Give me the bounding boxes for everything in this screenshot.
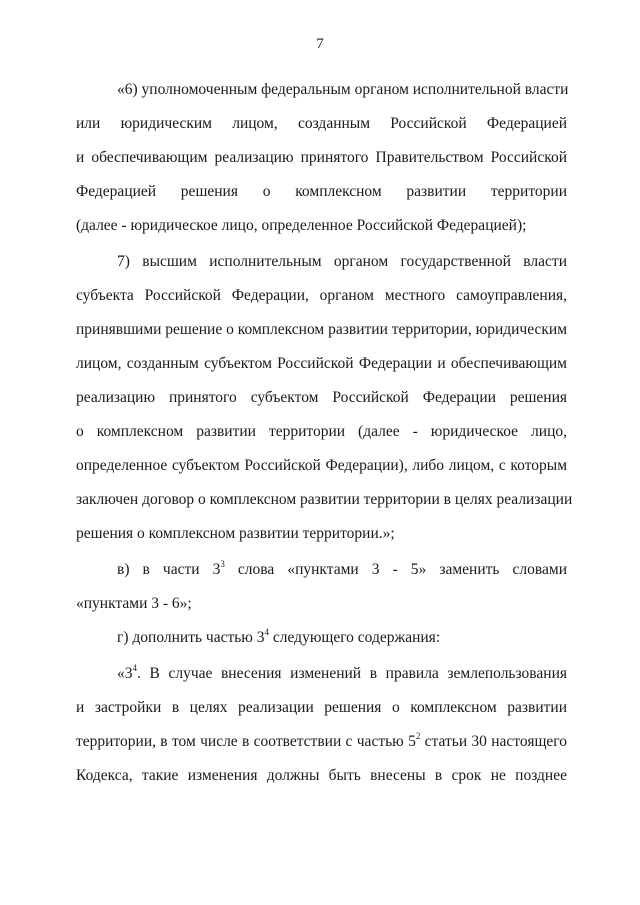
page-number: 7 (316, 36, 324, 52)
text-segment: в) в части 3 (117, 561, 221, 578)
text-line: определенное субъектом Российской Федерации), либо лицом, с которым (76, 457, 567, 474)
text-segment: статьи 30 настоящего (420, 733, 568, 750)
superscript: 2 (415, 730, 421, 741)
text-segment: территории, в том числе в соответствии с частью 5 (76, 733, 416, 750)
text-line: «пунктами 3 - 6»; (76, 595, 192, 612)
superscript: 3 (220, 558, 225, 569)
text-line: и обеспечивающим реализацию принятого Правительством Российской (76, 149, 567, 166)
text-segment: «3 (117, 665, 133, 682)
text-line: заключен договор о комплексном развитии территории в целях реализации (76, 491, 573, 508)
text-line: субъекта Российской Федерации, органом местного самоуправления, (76, 287, 567, 304)
superscript: 4 (132, 662, 137, 673)
superscript: 4 (264, 626, 270, 637)
text-line (117, 560, 567, 580)
text-line: «6) уполномоченным федеральным органом исполнительной власти (117, 81, 569, 98)
text-segment: слова «пунктами 3 - 5» заменить словами (224, 561, 567, 578)
text-segment: г) дополнить частью 3 (117, 629, 265, 646)
text-segment: следующего содержания: (269, 629, 441, 646)
text-line: 7) высшим исполнительным органом государственной власти (117, 253, 567, 270)
text-line: Федерацией решения о комплексном развитии территории (76, 183, 567, 200)
text-line: принявшими решение о комплексном развитии территории, юридическим (76, 321, 567, 338)
text-line (117, 628, 567, 648)
text-line: (далее - юридическое лицо, определенное Российской Федерацией); (76, 217, 527, 234)
text-line (76, 732, 567, 752)
text-line (117, 664, 567, 684)
text-line: решения о комплексном развитии территории.»; (76, 525, 395, 542)
text-line: Кодекса, такие изменения должны быть внесены в срок не позднее (76, 767, 567, 784)
text-line: лицом, созданным субъектом Российской Федерации и обеспечивающим (76, 355, 567, 372)
text-line: и застройки в целях реализации решения о комплексном развитии (76, 699, 567, 716)
text-line: о комплексном развитии территории (далее - юридическое лицо, (76, 423, 567, 440)
text-line: или юридическим лицом, созданным Российской Федерацией (76, 115, 567, 132)
text-line: реализацию принятого субъектом Российской Федерации решения (76, 389, 567, 406)
text-segment: . В случае внесения изменений в правила землепользования (137, 665, 567, 682)
